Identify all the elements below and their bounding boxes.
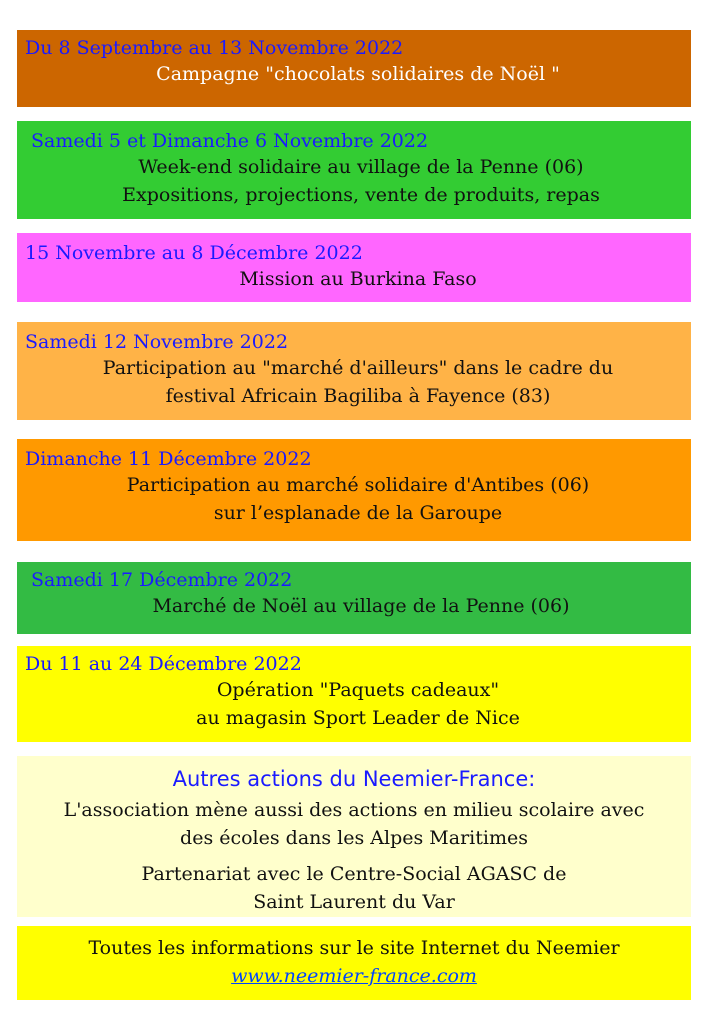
event-date: Samedi 5 et Dimanche 6 Novembre 2022 xyxy=(31,130,429,152)
paragraph-line: Partenariat avec le Centre-Social AGASC de xyxy=(141,863,567,885)
event-box-paquets-cadeaux xyxy=(17,646,691,742)
event-description: Participation au marché solidaire d'Antibes (06) xyxy=(126,474,590,496)
event-date: Samedi 17 Décembre 2022 xyxy=(31,569,293,591)
other-actions-box xyxy=(17,756,691,917)
website-link[interactable]: www.neemier-france.com xyxy=(231,965,477,987)
event-description: Participation au "marché d'ailleurs" dans le cadre du xyxy=(102,357,614,379)
event-box-chocolats xyxy=(17,30,691,107)
event-description: Week-end solidaire au village de la Penne (06) xyxy=(138,156,584,178)
event-box-marche-ailleurs xyxy=(17,322,691,420)
partnership-paragraph xyxy=(17,860,691,916)
event-description: festival Africain Bagiliba à Fayence (83) xyxy=(165,385,551,407)
event-date: Du 11 au 24 Décembre 2022 xyxy=(25,653,302,675)
event-description: Opération "Paquets cadeaux" xyxy=(216,679,500,701)
event-box-weekend-solidaire xyxy=(17,121,691,219)
paragraph-line: Saint Laurent du Var xyxy=(253,891,455,913)
paragraph-line: L'association mène aussi des actions en milieu scolaire avec xyxy=(63,799,645,821)
event-description: Expositions, projections, vente de produits, repas xyxy=(122,184,600,206)
event-date: Samedi 12 Novembre 2022 xyxy=(25,331,289,353)
website-info-box xyxy=(17,926,691,1000)
event-description: Mission au Burkina Faso xyxy=(239,268,477,290)
event-box-marche-noel xyxy=(17,562,691,634)
event-description: Marché de Noël au village de la Penne (06) xyxy=(152,595,570,617)
event-description: Campagne "chocolats solidaires de Noël " xyxy=(156,63,560,85)
event-date: 15 Novembre au 8 Décembre 2022 xyxy=(25,242,363,264)
event-date: Dimanche 11 Décembre 2022 xyxy=(25,448,312,470)
event-date: Du 8 Septembre au 13 Novembre 2022 xyxy=(25,37,404,59)
other-actions-heading: Autres actions du Neemier-France: xyxy=(172,767,536,791)
school-actions-paragraph xyxy=(17,796,691,852)
event-box-mission-burkina xyxy=(17,233,691,302)
event-description: au magasin Sport Leader de Nice xyxy=(196,707,520,729)
event-box-marche-antibes xyxy=(17,439,691,541)
website-info-text: Toutes les informations sur le site Internet du Neemier xyxy=(88,937,620,959)
paragraph-line: des écoles dans les Alpes Maritimes xyxy=(180,827,528,849)
event-description: sur l’esplanade de la Garoupe xyxy=(213,502,503,524)
